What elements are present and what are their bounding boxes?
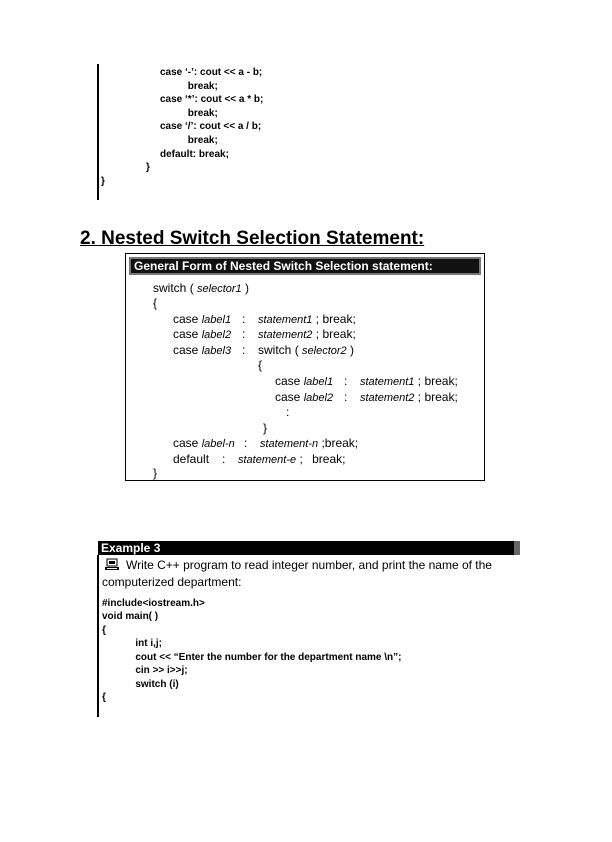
inner-case-label1: [275, 374, 333, 389]
code-line: case ‘-’: cout << a - b;: [160, 67, 263, 78]
open-paren: (: [189, 281, 194, 295]
close-paren: ): [245, 281, 250, 295]
default-keyword: default: [173, 452, 210, 466]
break-keyword: break;: [312, 452, 346, 466]
semicolon: ;: [321, 436, 325, 450]
case-label2-statement: [258, 327, 356, 342]
label: label1: [303, 376, 334, 388]
case-label2-line: [173, 327, 231, 342]
code-line: cout << “Enter the number for the department name \n”;: [102, 652, 402, 663]
code-line: {: [102, 625, 106, 636]
case-label3-line: [173, 343, 231, 358]
inner-case-label2: [275, 390, 333, 405]
break-keyword: break;: [424, 374, 458, 388]
code-line: break;: [160, 135, 218, 146]
statement: statement-e: [238, 454, 297, 466]
switch-line: [153, 281, 249, 296]
colon: :: [222, 452, 226, 466]
semicolon: ;: [299, 452, 303, 466]
label: label3: [201, 345, 232, 357]
default-line: [173, 452, 209, 466]
inner-ellipsis: :: [286, 405, 290, 419]
example-description-line2: computerized department:: [102, 575, 242, 589]
case-label1-line: [173, 312, 231, 327]
case-keyword: case: [173, 327, 199, 341]
case-label-n-line: [173, 436, 235, 451]
semicolon: ;: [315, 312, 320, 326]
section-heading: 2. Nested Switch Selection Statement:: [80, 228, 425, 249]
label: label2: [201, 329, 232, 341]
example-left-rule: [97, 555, 99, 717]
code-line: void main( ): [102, 611, 159, 622]
semicolon: ;: [315, 327, 320, 341]
code-line: {: [102, 692, 106, 703]
selector1: selector1: [197, 283, 242, 295]
statement: statement2: [258, 329, 313, 341]
case-keyword: case: [275, 374, 301, 388]
code-line: int i,j;: [102, 638, 162, 649]
colon: :: [344, 374, 348, 388]
inner-close-brace: }: [263, 421, 268, 435]
open-paren: (: [294, 343, 299, 357]
inner-case-label2-statement: [360, 390, 458, 405]
code-line: }: [146, 162, 150, 173]
code-line: break;: [160, 108, 218, 119]
close-paren: ): [350, 343, 355, 357]
label: label2: [303, 392, 334, 404]
colon: :: [242, 312, 246, 326]
statement: statement2: [360, 392, 415, 404]
statement: statement1: [360, 376, 415, 388]
break-keyword: break;: [322, 312, 356, 326]
case-keyword: case: [173, 312, 199, 326]
semicolon: ;: [417, 390, 422, 404]
break-keyword: break;: [424, 390, 458, 404]
code-line: case ‘*’: cout << a * b;: [160, 94, 264, 105]
outer-close-brace: }: [153, 466, 158, 480]
code-left-rule: [97, 64, 99, 200]
statement: statement1: [258, 314, 313, 326]
selector2: selector2: [302, 345, 347, 357]
example-description-line1: Write C++ program to read integer number, and print the name of the: [126, 558, 492, 572]
case-keyword: case: [173, 436, 199, 450]
case-keyword: case: [173, 343, 199, 357]
colon: :: [244, 436, 248, 450]
case-label-n-statement: [260, 436, 358, 451]
case-keyword: case: [275, 390, 301, 404]
outer-open-brace: {: [153, 296, 158, 310]
code-line: }: [101, 176, 105, 187]
code-line: default: break;: [160, 149, 229, 160]
code-line: break;: [160, 81, 218, 92]
example-title-bar: [98, 541, 520, 555]
general-form-title: General Form of Nested Switch Selection statement:: [129, 257, 481, 275]
code-line: #include<iostream.h>: [102, 598, 205, 609]
inner-case-label1-statement: [360, 374, 458, 389]
break-keyword: break;: [324, 436, 359, 450]
inner-switch-line: [258, 343, 354, 358]
label: label-n: [201, 438, 235, 450]
default-statement: [238, 452, 345, 467]
inner-open-brace: {: [258, 358, 263, 372]
label: label1: [201, 314, 232, 326]
example-title-end: [514, 541, 520, 555]
general-form-box: [125, 253, 485, 481]
case-label1-statement: [258, 312, 356, 327]
code-line: cin >> i>>j;: [102, 665, 188, 676]
computer-icon: [104, 558, 120, 572]
colon: :: [242, 343, 246, 357]
switch-keyword: switch: [153, 281, 187, 295]
colon: :: [344, 390, 348, 404]
break-keyword: break;: [322, 327, 356, 341]
code-line: case ‘/’: cout << a / b;: [160, 121, 262, 132]
switch-keyword: switch: [258, 343, 292, 357]
statement: statement-n: [260, 438, 319, 450]
code-line: switch (i): [102, 679, 179, 690]
colon: :: [242, 327, 246, 341]
example-title: Example 3: [101, 541, 161, 555]
semicolon: ;: [417, 374, 422, 388]
